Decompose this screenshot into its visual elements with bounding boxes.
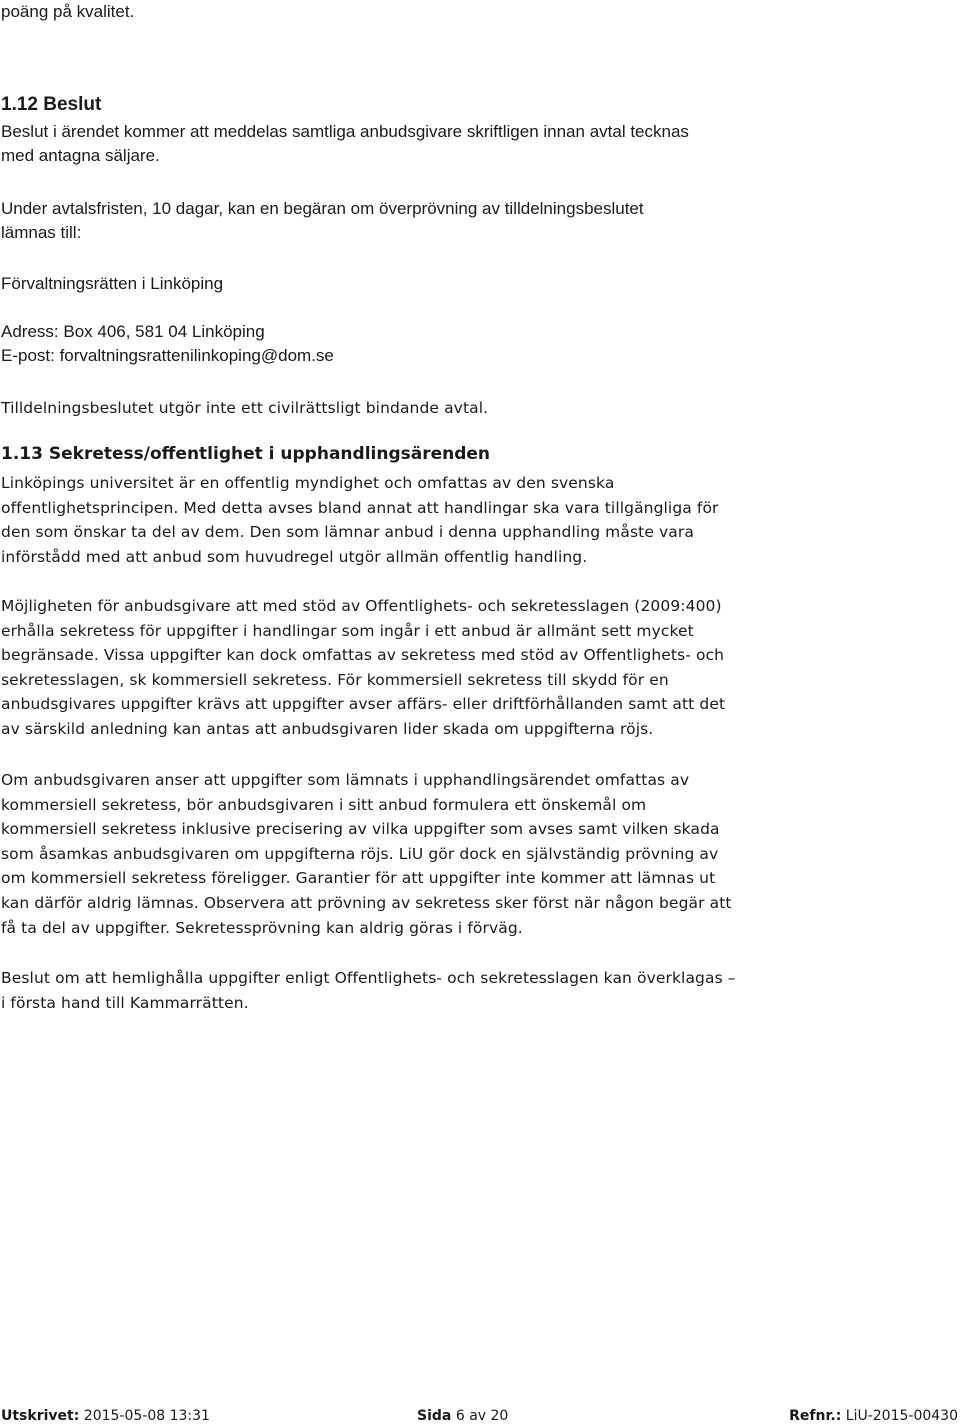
court-name: Förvaltningsrätten i Linköping	[1, 274, 224, 293]
paragraph-beslut-notice: Beslut i ärendet kommer att meddelas samtliga anbudsgivare skriftligen innan avtal tecknas med antagna säljare.	[1, 122, 689, 165]
court-email: E-post: forvaltningsrattenilinkoping@dom.se	[1, 346, 334, 365]
court-address: Adress: Box 406, 581 04 Linköping	[1, 322, 265, 341]
paragraph-avtalsfrist: Under avtalsfristen, 10 dagar, kan en begäran om överprövning av tilldelningsbeslutet lämnas till:	[1, 199, 644, 242]
footer-printed: Utskrivet: 2015-05-08 13:31	[1, 1408, 210, 1424]
section-heading-beslut: 1.12 Beslut	[1, 94, 102, 115]
paragraph-tilldelning-note: Tilldelningsbeslutet utgör inte ett civilrättsligt bindande avtal.	[1, 399, 489, 417]
footer-reference: Refnr.: LiU-2015-00430	[789, 1408, 958, 1424]
page-footer	[1, 1406, 958, 1426]
court-contact	[1, 320, 950, 368]
footer-page-number: Sida 6 av 20	[417, 1408, 509, 1424]
paragraph-mojligheten: Möjligheten för anbudsgivare att med stöd av Offentlighets- och sekretesslagen (2009:400) erhålla sekretess för uppgifter i handlingar som ingår i ett anbud är allmänt sett mycket begränsade. Vissa uppgifter kan dock omfattas av sekretess med stöd av Offentlighets- och sekretesslagen, sk kommersiell sekretess. För kommersiell sekretess till skydd för en anbudsgivares uppgifter krävs att uppgifter avser affärs- eller driftförhållanden samt att det av särskild anledning kan antas att anbudsgivaren lider skada om uppgifterna röjs.	[1, 597, 726, 738]
paragraph-kommersiell-sekretess: Om anbudsgivaren anser att uppgifter som lämnats i upphandlingsärendet omfattas av kommersiell sekretess, bör anbudsgivaren i sitt anbud formulera ett önskemål om kommersiell sekretess inklusive precisering av vilka uppgifter som avses samt vilken skada som åsamkas anbudsgivaren om uppgifterna röjs. LiU gör dock en självständig prövning av om kommersiell sekretess föreligger. Garantier för att uppgifter inte kommer att lämnas ut kan därför aldrig lämnas. Observera att prövning av sekretess sker först när någon begär att få ta del av uppgifter. Sekretessprövning kan aldrig göras i förväg.	[1, 771, 732, 937]
paragraph-overklagande: Beslut om att hemlighålla uppgifter enligt Offentlighets- och sekretesslagen kan överklagas – i första hand till Kammarrätten.	[1, 969, 736, 1012]
text-fragment-top: poäng på kvalitet.	[1, 2, 135, 21]
paragraph-offentlighet: Linköpings universitet är en offentlig myndighet och omfattas av den svenska offentlighetsprincipen. Med detta avses bland annat att handlingar ska vara tillgängliga för den som önskar ta del av dem. Den som lämnar anbud i denna upphandling måste vara införstådd med att anbud som huvudregel utgör allmän offentlig handling.	[1, 474, 719, 566]
section-heading-sekretess: 1.13 Sekretess/offentlighet i upphandlingsärenden	[1, 444, 491, 464]
